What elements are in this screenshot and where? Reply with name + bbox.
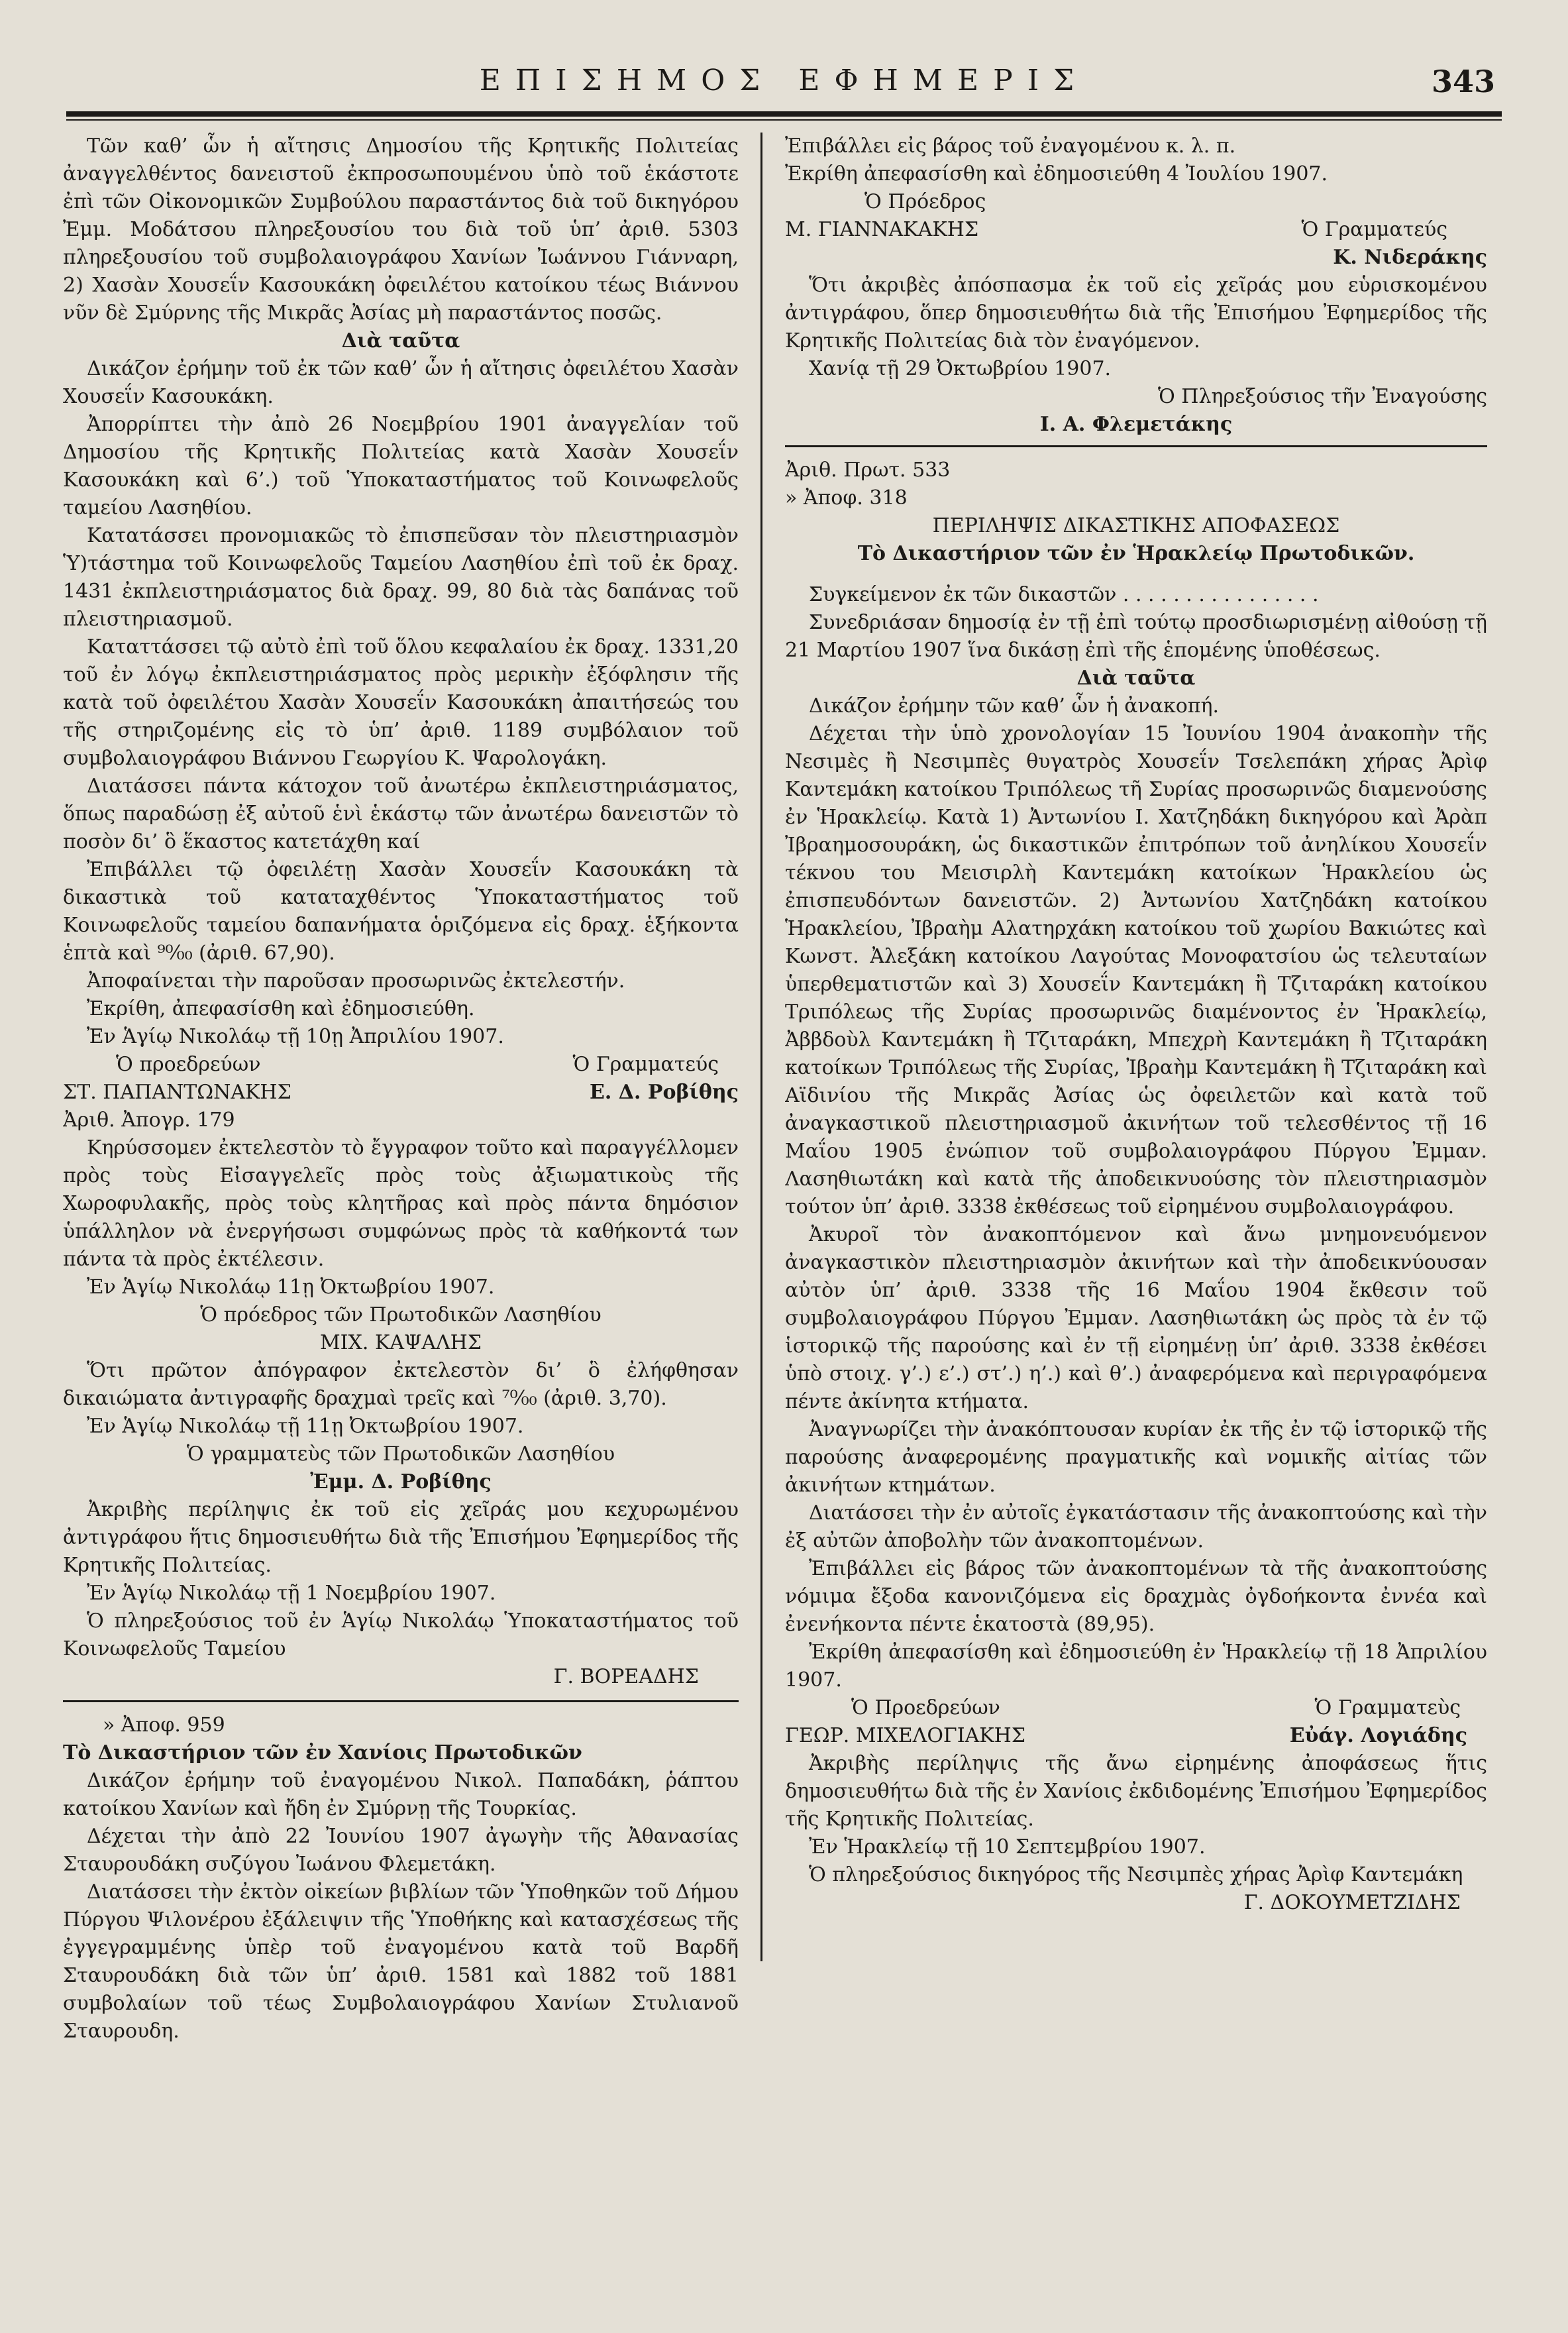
- signer-role: Ὁ Πρόεδρος: [864, 190, 986, 213]
- paragraph: Δέχεται τὴν ὑπὸ χρονολογίαν 15 Ἰουνίου 1904 ἀνακοπὴν τῆς Νεσιμὲς ἢ Νεσιμπὲς θυγατρὸς Χουσεΐν Τσελεπάκη χήρας Ἀρὶφ Καντεμάκη κατοίκου Τριπόλεως τῆ Συρίας προσωρινῶς διαμενούσης ἐν Ἡρακλείῳ. Κατὰ 1) Ἀντωνίου Ι. Χατζηδάκη δικηγόρου καὶ Ἀρὰπ Ἰβραημοσουράκη, ὡς δικαστικῶν ἐπιτρόπων τοῦ ἀνηλίκου Χουσεΐν τέκνου του Μεισιρλὴ Καντεμάκη κατοίκων Ἡρακλείου ὡς ἐπισπευδόντων δανειστῶν. 2) Ἀντωνίου Χατζηδάκη κατοίκου Ἡρακλείου, Ἰβραὴμ Αλατηρχάκη κατοίκου τοῦ χωρίου Βακιώτες καὶ Κωνστ. Ἀλεξάκη κατοίκου Λαγούτας Μονοφατσίου ὡς τελευταίων ὑπερθεματιστῶν καὶ 3) Χουσεΐν Καντεμάκη ἢ Τζιταράκη κατοίκου Τριπόλεως τῆς Συρίας προσωρινῶς διαμένοντος ἐν Ἡρακλείῳ, Ἀββδοὺλ Καντεμάκη ἢ Τζιταράκη, Μπεχρὴ Καντεμάκη ἢ Τζιταράκη κατοίκων Τριπόλεως τῆς Συρίας, Ἰβραὴμ Καντεμάκη ἢ Τζιταράκη καὶ Αϊδινίου τῆς Μικρᾶς Ἀσίας ὡς ὀφειλετῶν καὶ κατὰ τοῦ ἀναγκαστικοῦ πλειστηριασμοῦ ἀκινήτων τοῦ τελεσθέντος τῇ 16 Μαΐου 1905 ἐνώπιον τοῦ συμβολαιογράφου Πύργου Ἐμμαν. Λασηθιωτάκη καὶ κατὰ τῆς ἀποδεικνυούσης τὸν πλειστηριασμὸν τούτον ὑπ’ ἀριθ. 3338 ἐκθέσεως τοῦ εἰρημένου συμβολαιογράφου.: [785, 722, 1487, 1219]
- paragraph: Συνεδριάσαν δημοσίᾳ ἐν τῇ ἐπὶ τούτῳ προσδιωρισμένῃ αἰθούσῃ τῇ 21 Μαρτίου 1907 ἵνα δικάσῃ ἐπὶ τῆς ἑπομένης ὑποθέσεως.: [785, 611, 1487, 662]
- paragraph: Διατάσσει πάντα κάτοχον τοῦ ἀνωτέρω ἐκπλειστηριάσματος, ὅπως παραδώσῃ ἐξ αὐτοῦ ἑνὶ ἑκάστῳ τῶν ἀνωτέρω δανειστῶν τὸ ποσὸν δι’ ὃ ἕκαστος κατετάχθη καί: [63, 775, 739, 853]
- signer-name: Ε. Δ. Ροβίθης: [589, 1081, 739, 1104]
- date-line: Ἐν Ἡρακλείῳ τῇ 10 Σεπτεμβρίου 1907.: [809, 1835, 1206, 1859]
- signer-name: Ι. Α. Φλεμετάκης: [1039, 413, 1233, 436]
- signer-name: Εὐάγ. Λογιάδης: [1289, 1724, 1467, 1747]
- signer-role: Ὁ Πληρεξούσιος τῆν Ἐναγούσης: [1157, 385, 1487, 408]
- paragraph: Κατατάσσει προνομιακῶς τὸ ἐπισπεῦσαν τὸν πλειστηριασμὸν Ὑ)τάστημα τοῦ Κοινωφελοῦς Ταμείου Λασηθίου ἐπὶ τοῦ ἐκ δραχ. 1431 ἐκπλειστηριάσματος διὰ δραχ. 99, 80 διὰ τὰς δαπάνας τοῦ πλειστηριασμοῦ.: [63, 524, 739, 631]
- date-line: Ἐν Ἁγίῳ Νικολάῳ 11ῃ Ὀκτωβρίου 1907.: [87, 1275, 495, 1299]
- paragraph: Ὅτι ἀκριβὲς ἀπόσπασμα ἐκ τοῦ εἰς χεῖράς μου εὑρισκομένου ἀντιγράφου, ὅπερ δημοσιευθήτω διὰ τῆς Ἐπισήμου Ἐφημερίδος τῆς Κρητικῆς Πολιτείας διὰ τὸν ἐναγόμενον.: [785, 274, 1487, 353]
- paragraph: Δικάζον ἐρήμην τῶν καθ’ ὧν ἡ ἀνακοπή.: [809, 694, 1219, 718]
- section-heading: Διὰ ταῦτα: [341, 329, 460, 353]
- paragraph: Ἐκρίθη ἀπεφασίσθη καὶ ἐδημοσιεύθη 4 Ἰουλίου 1907.: [785, 162, 1328, 186]
- decision-number: » Ἀποφ. 318: [785, 486, 908, 510]
- paragraph: Διατάσσει τὴν ἐν αὐτοῖς ἐγκατάστασιν τῆς ἀνακοπτούσης καὶ τὴν ἐξ αὐτῶν ἀποβολὴν τῶν ἀνακοπτομένων.: [785, 1501, 1487, 1552]
- signer-role: Ὁ Γραμματεύς: [572, 1053, 719, 1076]
- left-column: [63, 133, 739, 2279]
- paragraph: Ἐκρίθη ἀπεφασίσθη καὶ ἐδημοσιεύθη ἐν Ἡρακλείῳ τῇ 18 Ἀπριλίου 1907.: [785, 1641, 1487, 1692]
- signature-row: [785, 216, 1487, 244]
- paragraph: Δικάζον ἐρήμην τοῦ ἐκ τῶν καθ’ ὧν ἡ αἴτησις ὀφειλέτου Χασὰν Χουσεΐν Κασουκάκη.: [63, 357, 739, 408]
- signer-name: Μ. ΓΙΑΝΝΑΚΑΚΗΣ: [785, 218, 979, 241]
- paragraph: Ἀκριβὴς περίληψις τῆς ἄνω εἰρημένης ἀποφάσεως ἥτις δημοσιευθήτω διὰ τῆς ἐν Χανίοις ἐκδιδομένης Ἐπισήμου Ἐφημερίδος τῆς Κρητικῆς Πολιτείας.: [785, 1752, 1487, 1831]
- signer-role: Ὁ πληρεξούσιος τοῦ ἐν Ἁγίῳ Νικολάῳ Ὑποκαταστήματος τοῦ Κοινωφελοῦς Ταμείου: [63, 1609, 739, 1660]
- page-header: [66, 60, 1502, 133]
- paragraph: Δέχεται τὴν ἀπὸ 22 Ἰουνίου 1907 ἀγωγὴν τῆς Ἀθανασίας Σταυρουδάκη συζύγου Ἰωάνου Φλεμετάκη.: [63, 1825, 739, 1876]
- decision-number: » Ἀποφ. 959: [103, 1713, 225, 1737]
- paragraph: Ἐπιβάλλει τῷ ὀφειλέτῃ Χασὰν Χουσεΐν Κασουκάκη τὰ δικαστικὰ τοῦ καταταχθέντος Ὑποκαταστήματος τοῦ Κοινωφελοῦς ταμείου δαπανήματα ὁριζόμενα εἰς δραχ. ἑξήκοντα ἑπτὰ καὶ ⁹⁰⁄₀₀ (ἀριθ. 67,90).: [63, 858, 739, 965]
- signature-names: [785, 1722, 1487, 1750]
- signature-names: [63, 1079, 739, 1107]
- paragraph: Ἐκρίθη, ἀπεφασίσθη καὶ ἐδημοσιεύθη.: [87, 997, 475, 1020]
- signer-name: Γ. ΔΟΚΟΥΜΕΤΖΙΔΗΣ: [1243, 1891, 1461, 1914]
- signer-role: Ὁ προεδρεύων: [116, 1053, 261, 1076]
- paragraph: Τῶν καθ’ ὧν ἡ αἴτησις Δημοσίου τῆς Κρητικῆς Πολιτείας ἀναγγελθέντος δανειστοῦ ἐκπροσωπουμένου ὑπὸ τοῦ ἑκάστοτε ἐπὶ τῶν Οἰκονομικῶν Συμβούλου παραστάντος διὰ τοῦ δικηγόρου Ἐμμ. Μοδάτσου πληρεξουσίου του διὰ τοῦ ὑπ’ ἀριθ. 5303 πληρεξουσίου τοῦ συμβολαιογράφου Χανίων Ἰωάννου Γιάνναρη, 2) Χασὰν Χουσεΐν Κασουκάκη ὀφειλέτου κατοίκου τέως Βιάννου νῦν δὲ Σμύρνης τῆς Μικρᾶς Ἀσίας μὴ παραστάντος ποσῶς.: [63, 135, 739, 325]
- signer-name: Γ. ΒΟΡΕΑΔΗΣ: [553, 1665, 699, 1688]
- paragraph: Ἀπορρίπτει τὴν ἀπὸ 26 Νοεμβρίου 1901 ἀναγγελίαν τοῦ Δημοσίου τῆς Κρητικῆς Πολιτείας κατὰ Χασὰν Χουσεΐν Κασουκάκη καὶ 6’.) τοῦ Ὑποκαταστήματος τοῦ Κοινωφελοῦς ταμείου Λασηθίου.: [63, 413, 739, 519]
- signer-role: Ὁ πρόεδρος τῶν Πρωτοδικῶν Λασηθίου: [200, 1303, 601, 1327]
- date-line: Ἐν Ἁγίῳ Νικολάῳ τῇ 10ῃ Ἀπριλίου 1907.: [87, 1025, 504, 1048]
- signer-role: Ὁ γραμματεὺς τῶν Πρωτοδικῶν Λασηθίου: [186, 1442, 615, 1466]
- paragraph: Ἀκριβὴς περίληψις ἐκ τοῦ εἰς χεῖράς μου κεχυρωμένου ἀντιγράφου ἥτις δημοσιευθήτω διὰ τῆς Ἐπισήμου Ἐφημερίδος τῆς Κρητικῆς Πολιτείας.: [63, 1498, 739, 1577]
- date-line: Ἐν Ἁγίῳ Νικολάῳ τῇ 11ῃ Ὀκτωβρίου 1907.: [87, 1415, 524, 1438]
- signature-roles: [63, 1051, 739, 1079]
- newspaper-title: ΕΠΙΣΗΜΟΣ ΕΦΗΜΕΡΙΣ: [479, 64, 1089, 97]
- signer-name: ΓΕΩΡ. ΜΙΧΕΛΟΓΙΑΚΗΣ: [785, 1724, 1026, 1747]
- signer-role: Ὁ Γραμματεὺς: [1314, 1696, 1461, 1719]
- signer-role: Ὁ Προεδρεύων: [851, 1696, 1000, 1719]
- signer-role: Ὁ πληρεξούσιος δικηγόρος τῆς Νεσιμπὲς χήρας Ἀρὶφ Καντεμάκη: [809, 1863, 1463, 1886]
- date-line: Ἐν Ἁγίῳ Νικολάῳ τῇ 1 Νοεμβρίου 1907.: [87, 1582, 496, 1605]
- court-heading: Τὸ Δικαστήριον τῶν ἐν Χανίοις Πρωτοδικῶν: [63, 1741, 582, 1764]
- paragraph: Καταττάσσει τῷ αὐτὸ ἐπὶ τοῦ ὅλου κεφαλαίου ἐκ δραχ. 1331,20 τοῦ ἐν λόγῳ ἐκπλειστηριάσματος πρὸς μερικὴν ἐξόφλησιν τῆς κατὰ τοῦ ὀφειλέτου Χασὰν Χουσεΐν Κασουκάκη ἀπαιτήσεώς του τῆς στηριζομένης εἰς τὸ ὑπ’ ἀριθ. 1189 συμβόλαιον τοῦ συμβολαιογράφου Βιάννου Γεωργίου Κ. Ψαρολογάκη.: [63, 635, 739, 770]
- column-divider: [760, 133, 762, 1961]
- protocol-number: Ἀριθ. Πρωτ. 533: [785, 459, 951, 482]
- section-heading: Διὰ ταῦτα: [1076, 667, 1196, 690]
- paragraph: Συγκείμενον ἐκ τῶν δικαστῶν . . . . . . . . . . . . . . . .: [809, 583, 1319, 606]
- paragraph: Κηρύσσομεν ἐκτελεστὸν τὸ ἔγγραφον τοῦτο καὶ παραγγέλλομεν πρὸς τοὺς Εἰσαγγελεῖς πρὸς τοὺς ἀξιωματικοὺς τῆς Χωροφυλακῆς, πρὸς τοὺς κλητῆρας καὶ πρὸς πάντα δημόσιον ὑπάλληλον νὰ ἐνεργήσωσι συμφώνως πρὸς τὰ καθήκοντά των πάντα τὰ πρὸς ἐκτέλεσιν.: [63, 1136, 739, 1271]
- spacer: [785, 568, 1487, 581]
- signature-roles: [785, 1694, 1487, 1722]
- paragraph: Ὅτι πρῶτον ἀπόγραφον ἐκτελεστὸν δι’ ὃ ἐλήφθησαν δικαιώματα ἀντιγραφῆς δραχμαὶ τρεῖς καὶ ⁷⁰⁄₀₀ (ἀριθ. 3,70).: [63, 1359, 739, 1410]
- signer-name: Κ. Νιδεράκης: [1333, 246, 1487, 269]
- paragraph: Ἀκυροῖ τὸν ἀνακοπτόμενον καὶ ἄνω μνημονευόμενον ἀναγκαστικὸν πλειστηριασμὸν ἀκινήτων καὶ τὴν ἀποδεικνύουσαν αὐτὸν ὑπ’ ἀριθ. 3338 τῆς 16 Μαΐου 1904 ἔκθεσιν τοῦ συμβολαιογράφου Πύργου Ἐμμαν. Λασηθιωτάκη ὡς πρὸς τὰ ἐν τῷ ἱστορικῷ τῆς παρούσης καὶ ἐν τῇ εἰρημένῃ ὑπ’ ἀριθ. 3338 ἐκθέσει ὑπὸ στοιχ. γ’.) ε’.) στ’.) η’.) καὶ θ’.) ἀναφερόμενα καὶ περιγραφόμενα πέντε ἀκίνητα κτήματα.: [785, 1223, 1487, 1413]
- date-line: Χανίᾳ τῇ 29 Ὀκτωβρίου 1907.: [809, 357, 1112, 380]
- signer-name: ΣΤ. ΠΑΠΑΝΤΩΝΑΚΗΣ: [63, 1081, 291, 1104]
- page-number: 343: [1431, 64, 1495, 99]
- paragraph: Ἀποφαίνεται τὴν παροῦσαν προσωρινῶς ἐκτελεστήν.: [87, 969, 625, 993]
- reference-number: Ἀριθ. Ἀπογρ. 179: [63, 1109, 235, 1132]
- header-rule: [66, 111, 1502, 121]
- paragraph: Ἐπιβάλλει εἰς βάρος τοῦ ἐναγομένου κ. λ. π.: [785, 135, 1236, 158]
- right-column: [785, 133, 1487, 2187]
- notice-title: ΠΕΡΙΛΗΨΙΣ ΔΙΚΑΣΤΙΚΗΣ ΑΠΟΦΑΣΕΩΣ: [932, 514, 1340, 537]
- paragraph: Διατάσσει τὴν ἐκτὸν οἰκείων βιβλίων τῶν Ὑποθηκῶν τοῦ Δήμου Πύργου Ψιλονέρου ἐξάλειψιν τῆς Ὑποθήκης καὶ κατασχέσεως τῆς ἐγγεγραμμένης ὑπὲρ τοῦ ἐναγομένου κατὰ τοῦ Βαρδῆ Σταυρουδάκη διὰ τῶν ὑπ’ ἀριθ. 1581 καὶ 1882 τοῦ 1881 συμβολαίων τοῦ τέως Συμβολαιογράφου Χανίων Στυλιανοῦ Σταυρουδη.: [63, 1880, 739, 2043]
- section-divider: [785, 445, 1487, 447]
- paragraph: Ἀναγνωρίζει τὴν ἀνακόπτουσαν κυρίαν ἐκ τῆς ἐν τῷ ἱστορικῷ τῆς παρούσης ἀναφερομένης πραγματικῆς καὶ νομικῆς αἰτίας τῶν ἀκινήτων κτημάτων.: [785, 1418, 1487, 1497]
- signer-name: Ἐμμ. Δ. Ροβίθης: [310, 1470, 492, 1493]
- court-heading: Τὸ Δικαστήριον τῶν ἐν Ἡρακλείῳ Πρωτοδικῶν.: [857, 542, 1415, 565]
- paragraph: Ἐπιβάλλει εἰς βάρος τῶν ἀνακοπτομένων τὰ τῆς ἀνακοπτούσης νόμιμα ἔξοδα κανονιζόμενα εἰς δραχμὰς ὀγδοήκοντα ἐννέα καὶ ἐνενήκοντα πέντε ἑκατοστὰ (89,95).: [785, 1557, 1487, 1636]
- section-divider: [63, 1700, 739, 1702]
- signer-role: Ὁ Γραμματεύς: [1301, 218, 1447, 241]
- signer-name: ΜΙΧ. ΚΑΨΑΛΗΣ: [319, 1331, 482, 1354]
- paragraph: Δικάζον ἐρήμην τοῦ ἐναγομένου Νικολ. Παπαδάκη, ῥάπτου κατοίκου Χανίων καὶ ἤδη ἐν Σμύρνῃ τῆς Τουρκίας.: [63, 1769, 739, 1820]
